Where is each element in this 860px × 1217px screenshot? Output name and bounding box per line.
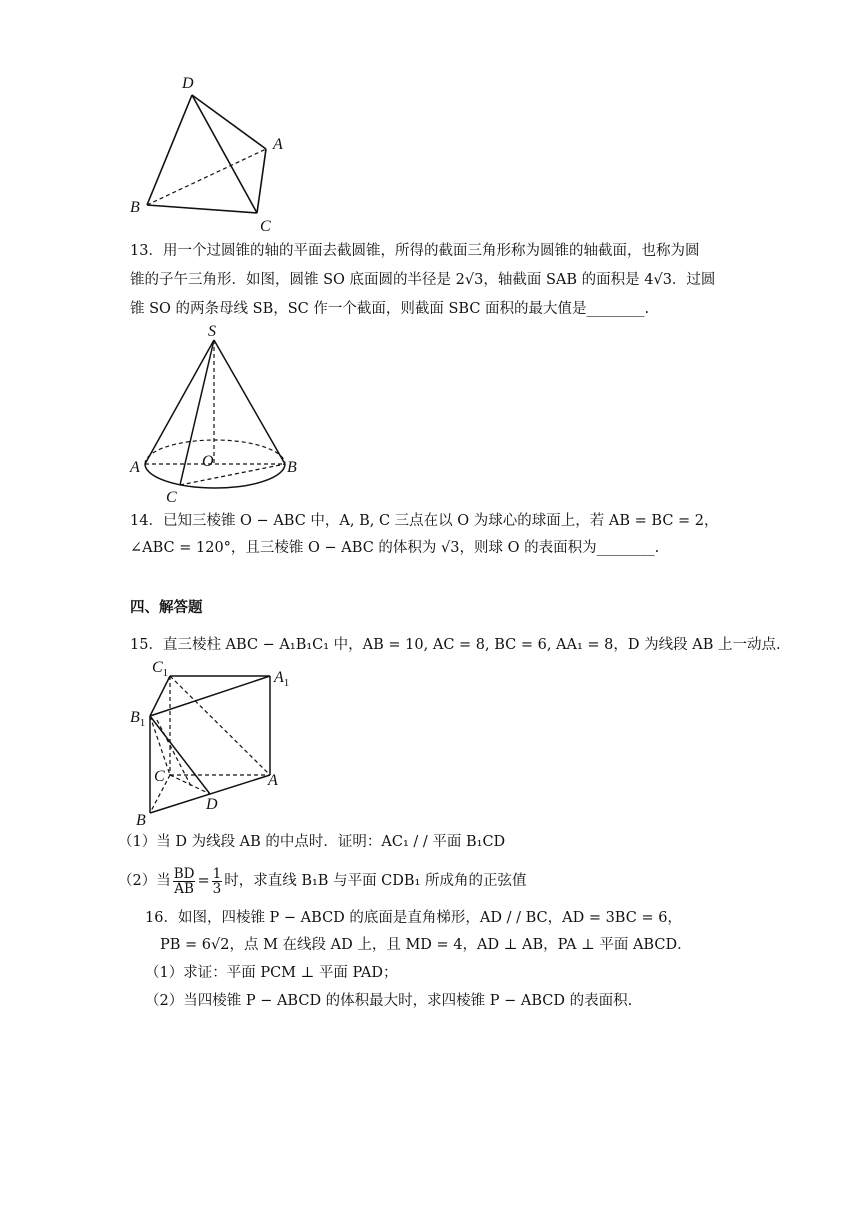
figure-tetrahedron bbox=[130, 70, 300, 235]
label-A1: $A_1$ bbox=[274, 669, 290, 689]
q16-line1: 16．如图，四棱锥 P − ABCD 的底面是直角梯形，AD / / BC，AD = 3BC = 6， bbox=[145, 910, 682, 926]
label-O: O bbox=[202, 453, 214, 470]
q14-line1: 14．已知三棱锥 O − ABC 中，A, B, C 三点在以 O 为球心的球面上，若 AB = BC = 2， bbox=[130, 513, 719, 529]
q13-line2: 锥的子午三角形．如图，圆锥 SO 底面圆的半径是 2√3，轴截面 SAB 的面积是 4√3．过圆 bbox=[130, 272, 716, 288]
label-A: A bbox=[268, 772, 278, 789]
label-D: D bbox=[206, 796, 218, 813]
figure-prism bbox=[130, 658, 300, 828]
label-D: D bbox=[182, 75, 194, 92]
q15-line1: 15．直三棱柱 ABC − A₁B₁C₁ 中，AB = 10, AC = 8, BC = 6, AA₁ = 8，D 为线段 AB 上一动点. bbox=[130, 637, 781, 653]
label-C1: $C_1$ bbox=[152, 659, 169, 679]
q16-part2: （2）当四棱锥 P − ABCD 的体积最大时，求四棱锥 P − ABCD 的表面积. bbox=[145, 993, 633, 1009]
q16-line2: PB = 6√2，点 M 在线段 AD 上，且 MD = 4，AD ⊥ AB，PA ⊥ 平面 ABCD． bbox=[160, 937, 692, 953]
label-B: B bbox=[130, 199, 140, 216]
label-C: C bbox=[166, 489, 177, 506]
q13-line1: 13．用一个过圆锥的轴的平面去截圆锥，所得的截面三角形称为圆锥的轴截面，也称为圆 bbox=[130, 243, 700, 259]
label-S: S bbox=[208, 323, 216, 340]
label-B1: $B_1$ bbox=[130, 709, 146, 729]
label-A: A bbox=[130, 459, 140, 476]
section-heading: 四、解答题 bbox=[130, 600, 203, 616]
label-C: C bbox=[260, 218, 271, 235]
q16-part1: （1）求证：平面 PCM ⊥ 平面 PAD； bbox=[145, 965, 398, 981]
label-B: B bbox=[136, 812, 146, 829]
label-B: B bbox=[287, 459, 297, 476]
label-A: A bbox=[273, 136, 283, 153]
q15-part1: （1）当 D 为线段 AB 的中点时．证明：AC₁ / / 平面 B₁CD bbox=[118, 834, 506, 850]
figure-cone bbox=[130, 325, 310, 505]
fraction-bd-ab: $\frac{BD}{AB}$ bbox=[173, 865, 195, 897]
label-C: C bbox=[154, 768, 165, 785]
q15-part2: （2）当 $\frac{BD}{AB}$ = $\frac{1}{3}$ 时，求直线 B₁B 与平面 CDB₁ 所成角的正弦值 bbox=[118, 865, 527, 897]
q14-line2: ∠ABC = 120°，且三棱锥 O − ABC 的体积为 √3，则球 O 的表面积为________. bbox=[130, 540, 660, 556]
q13-line3: 锥 SO 的两条母线 SB，SC 作一个截面，则截面 SBC 面积的最大值是________. bbox=[130, 301, 650, 317]
fraction-one-third: $\frac{1}{3}$ bbox=[212, 865, 222, 897]
